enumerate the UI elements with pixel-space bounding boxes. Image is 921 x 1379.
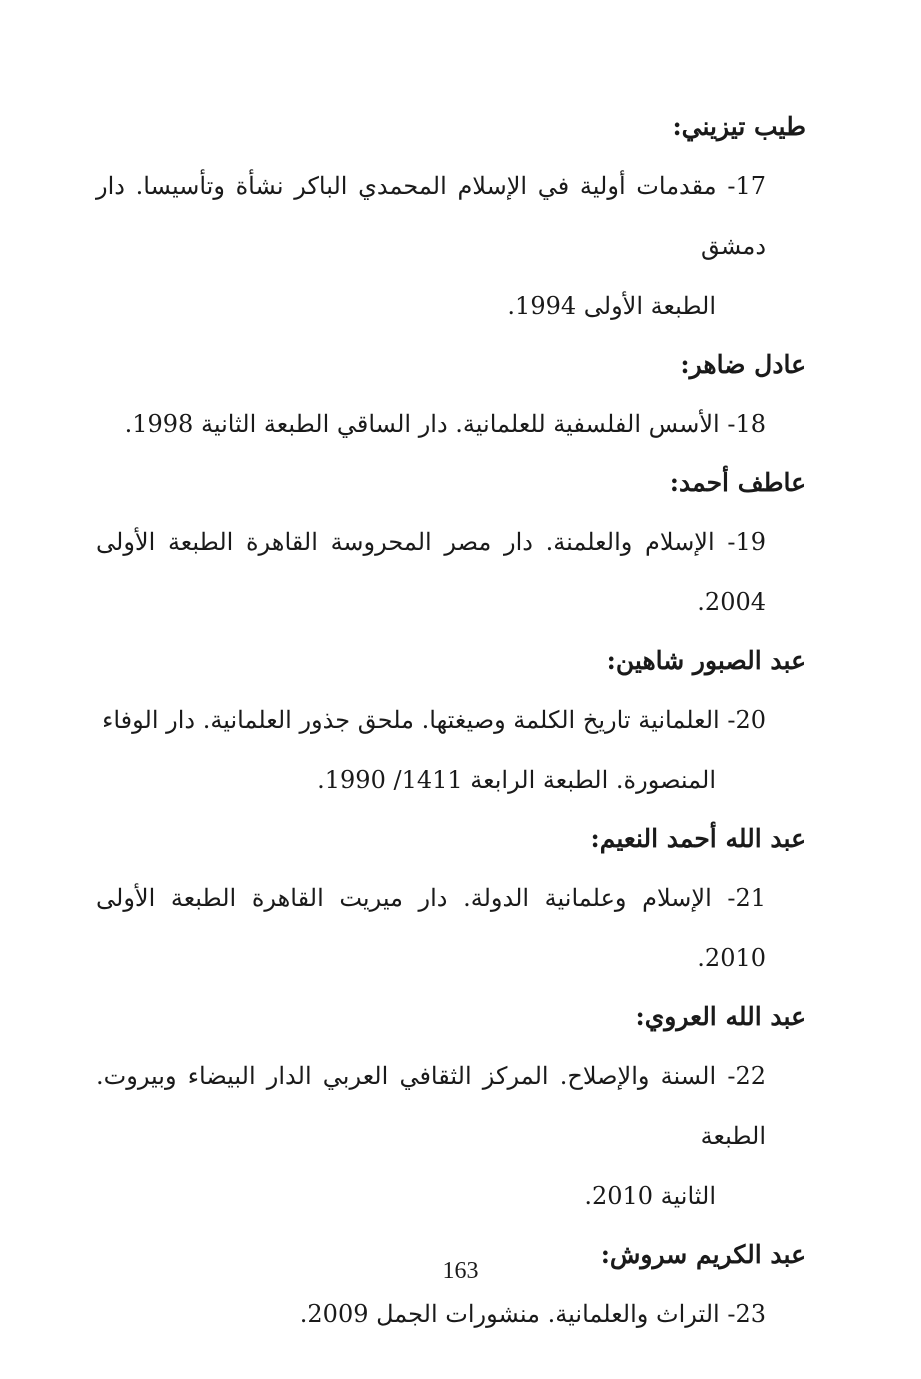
author-heading: عاطف أحمد: — [669, 468, 806, 497]
bibliography-section — [96, 454, 806, 632]
reference-line: 17- مقدمات أولية في الإسلام المحمدي الباكر نشأة وتأسيسا. دار دمشق — [96, 172, 766, 260]
reference-line: 20- العلمانية تاريخ الكلمة وصيغتها. ملحق جذور العلمانية. دار الوفاء — [102, 706, 766, 734]
bibliography-section — [96, 632, 806, 810]
bibliography-section — [96, 988, 806, 1226]
reference-entry — [96, 1284, 806, 1344]
author-heading: عبد الله العروي: — [635, 1002, 806, 1031]
reference-continuation: المنصورة. الطبعة الرابعة 1411/ 1990. — [317, 766, 716, 794]
reference-continuation: الثانية 2010. — [584, 1182, 716, 1210]
reference-entry — [96, 512, 806, 632]
bibliography-section — [96, 98, 806, 336]
bibliography-list — [96, 98, 806, 1344]
reference-line: 21- الإسلام وعلمانية الدولة. دار ميريت القاهرة الطبعة الأولى 2010. — [96, 884, 766, 972]
reference-entry — [96, 394, 806, 454]
reference-continuation: الطبعة الأولى 1994. — [507, 292, 716, 320]
page-number: 163 — [442, 1258, 479, 1284]
reference-line: 19- الإسلام والعلمنة. دار مصر المحروسة القاهرة الطبعة الأولى 2004. — [96, 528, 766, 616]
bibliography-section — [96, 810, 806, 988]
bibliography-section — [96, 336, 806, 454]
reference-entry — [96, 868, 806, 988]
reference-entry — [96, 1046, 806, 1226]
reference-line: 18- الأسس الفلسفية للعلمانية. دار الساقي الطبعة الثانية 1998. — [124, 410, 766, 438]
author-heading: عبد الله أحمد النعيم: — [590, 824, 806, 853]
author-heading: طيب تيزيني: — [672, 112, 806, 141]
author-heading: عادل ضاهر: — [680, 350, 806, 379]
reference-line: 22- السنة والإصلاح. المركز الثقافي العربي الدار البيضاء وبيروت. الطبعة — [96, 1062, 766, 1150]
reference-entry — [96, 156, 806, 336]
author-heading: عبد الصبور شاهين: — [606, 646, 806, 675]
reference-line: 23- التراث والعلمانية. منشورات الجمل 2009. — [299, 1300, 766, 1328]
author-heading: عبد الكريم سروش: — [600, 1240, 806, 1269]
reference-entry — [96, 690, 806, 810]
